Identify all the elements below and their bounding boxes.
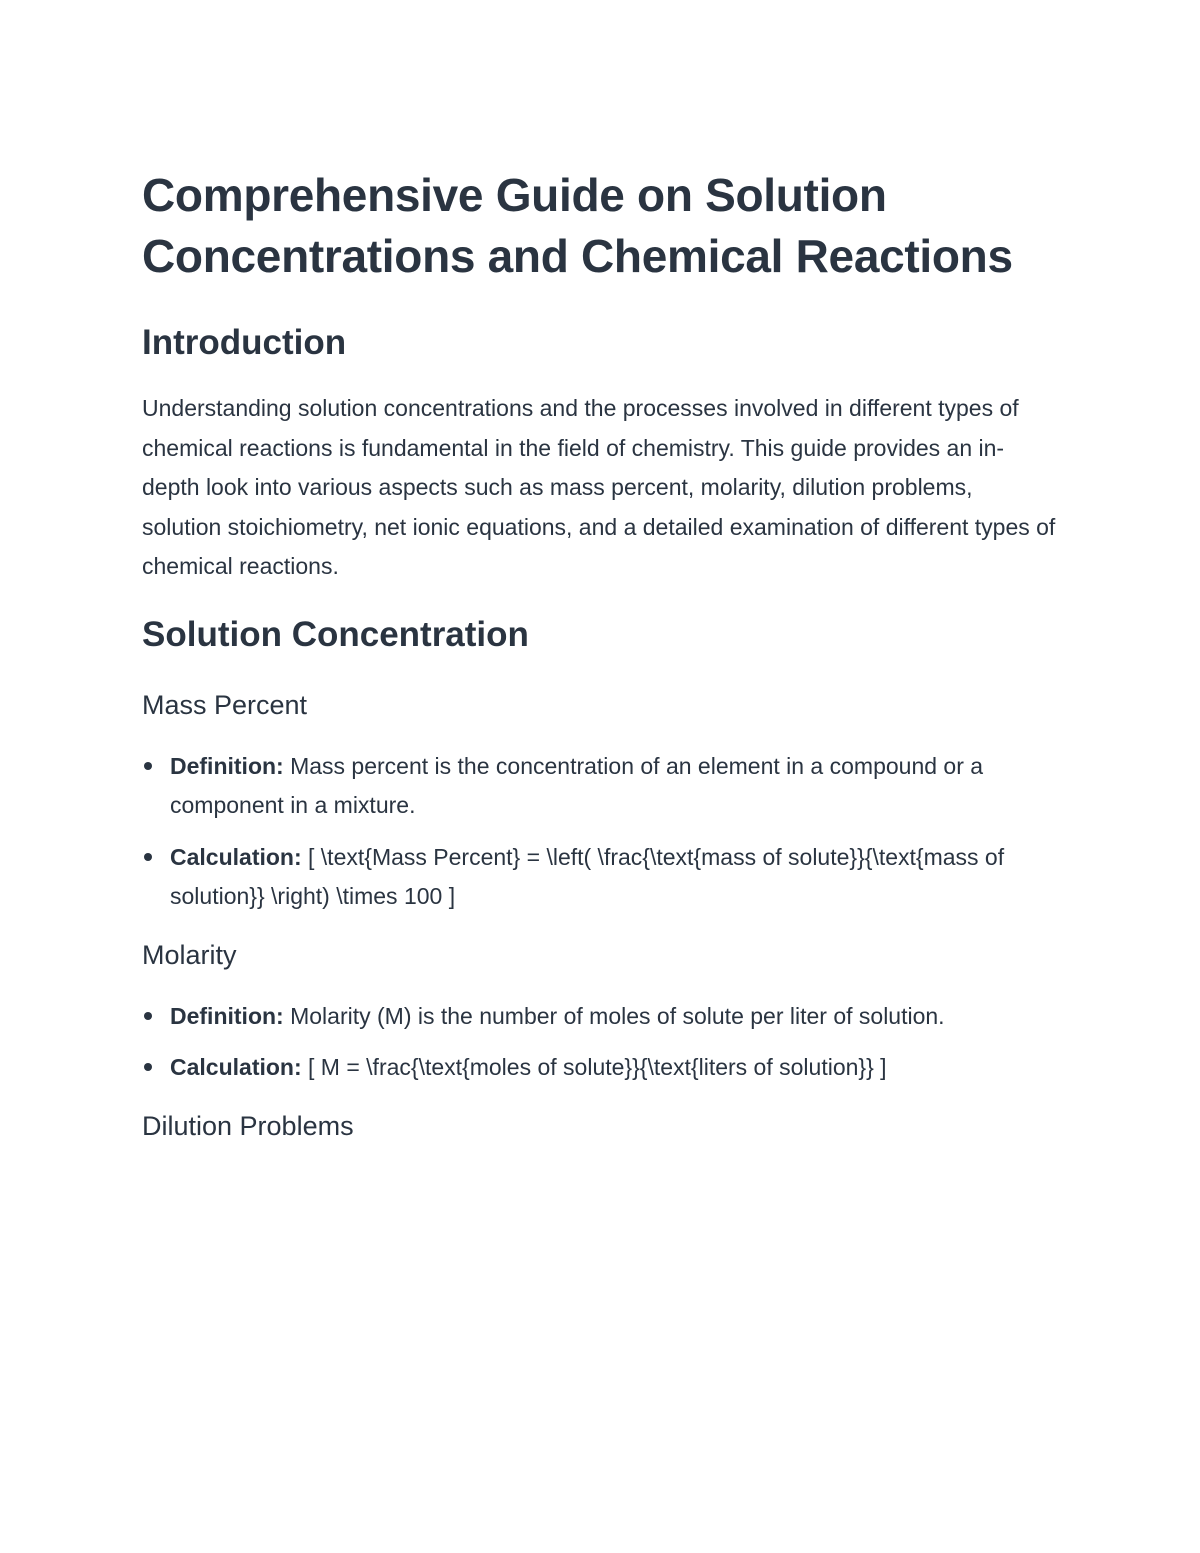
list-item [142, 1048, 1057, 1088]
item-label: Definition: [170, 752, 284, 779]
document-page [142, 165, 1057, 1144]
item-text: [ M = \frac{\text{moles of solute}}{\text{liters of solution}} ] [301, 1054, 887, 1080]
solution-concentration-heading: Solution Concentration [142, 614, 529, 654]
mass-percent-list [142, 747, 1057, 917]
molarity-heading: Molarity [142, 939, 237, 970]
item-text: Molarity (M) is the number of moles of solute per liter of solution. [283, 1002, 945, 1029]
introduction-paragraph: Understanding solution concentrations and the processes involved in different types of chemical reactions is fundamental in the field of chemistry. This guide provides an in-depth look into various aspects such as mass percent, molarity, dilution problems, solution stoichiometry, net ionic equations, and a detailed examination of different types of chemical reactions. [142, 395, 1056, 579]
list-item [142, 997, 1057, 1037]
document-title: Comprehensive Guide on Solution Concentrations and Chemical Reactions [142, 169, 1013, 282]
mass-percent-heading: Mass Percent [142, 689, 308, 720]
item-text: [ \text{Mass Percent} = \left( \frac{\text{mass of solute}}{\text{mass of solution}} \right) \times 100 ] [170, 843, 1005, 909]
list-item [142, 838, 1057, 917]
bullet-icon [144, 1012, 152, 1020]
item-text: Mass percent is the concentration of an element in a compound or a component in a mixture. [170, 752, 984, 818]
item-label: Calculation: [170, 1054, 302, 1080]
item-label: Definition: [170, 1002, 284, 1029]
molarity-list [142, 997, 1057, 1088]
dilution-problems-heading: Dilution Problems [142, 1110, 354, 1141]
item-label: Calculation: [170, 843, 302, 870]
bullet-icon [144, 1063, 152, 1071]
list-item [142, 747, 1057, 826]
introduction-heading: Introduction [142, 323, 347, 362]
bullet-icon [144, 762, 152, 770]
bullet-icon [144, 853, 152, 861]
